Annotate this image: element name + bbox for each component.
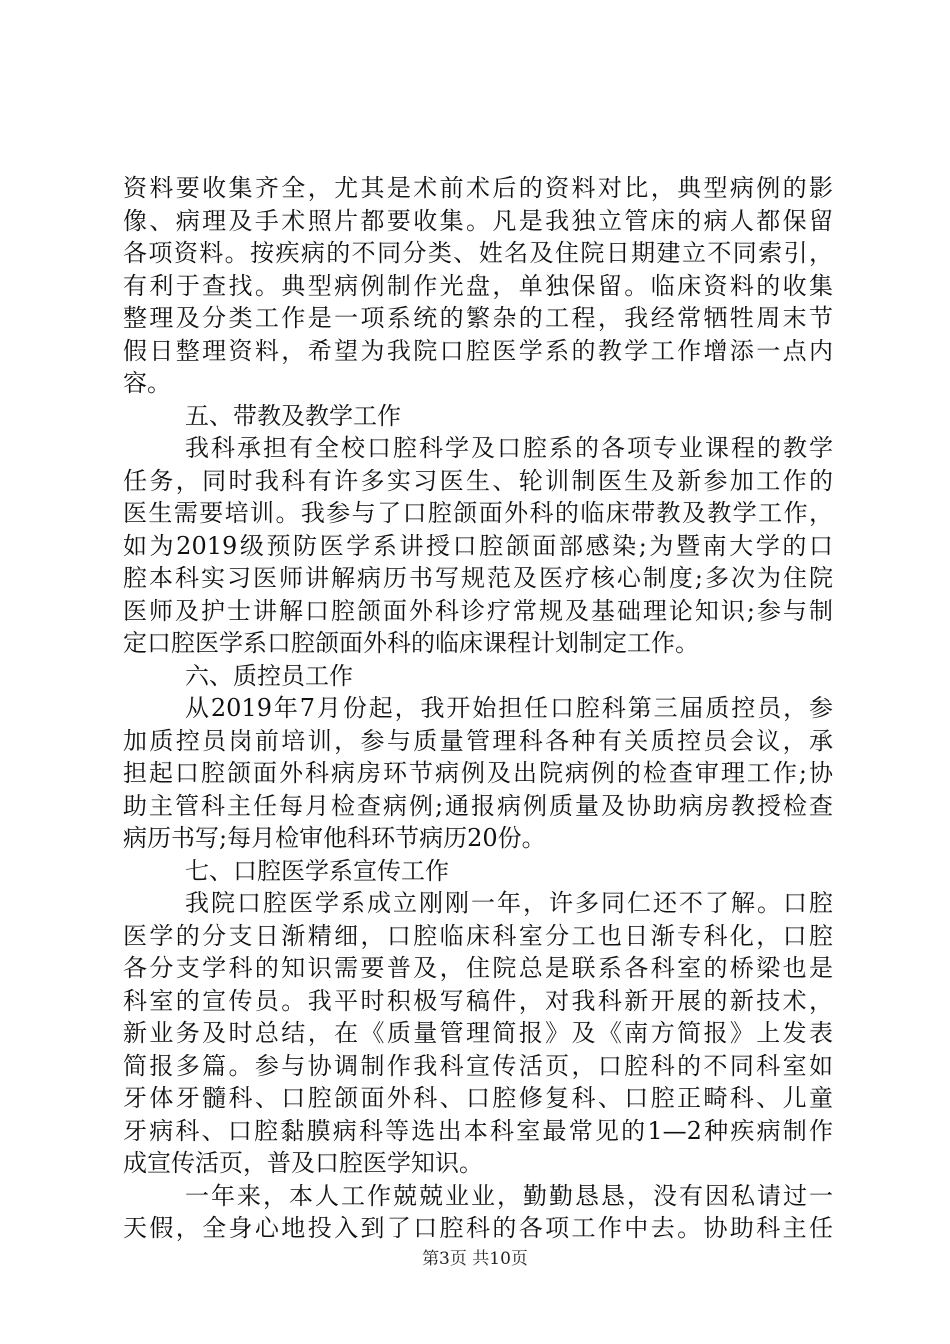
- text-line: 一年来，本人工作兢兢业业，勤勤恳恳，没有因私请过一: [185, 1181, 833, 1210]
- text-line: 像、病理及手术照片都要收集。凡是我独立管床的病人都保留: [123, 206, 833, 235]
- text-line: 担起口腔颌面外科病房环节病例及出院病例的检查审理工作;协: [123, 759, 833, 787]
- text-line: 假日整理资料，希望为我院口腔医学系的教学工作增添一点内: [123, 336, 833, 365]
- paragraph: [123, 692, 833, 855]
- text-line: 整理及分类工作是一项系统的繁杂的工程，我经常牺牲周末节: [123, 304, 833, 332]
- text-line: 从2019年7月份起，我开始担任口腔科第三届质控员，参: [185, 694, 833, 722]
- text-line: 有利于查找。典型病例制作光盘，单独保留。临床资料的收集: [123, 271, 833, 300]
- text-line: 任务，同时我科有许多实习医生、轮训制医生及新参加工作的: [123, 466, 833, 495]
- text-line: 科室的宣传员。我平时积极写稿件，对我科新开展的新技术，: [123, 986, 833, 1015]
- text-line: 医学的分支日渐精细，口腔临床科室分工也日渐专科化，口腔: [123, 921, 833, 950]
- text-line: 新业务及时总结，在《质量管理简报》及《南方简报》上发表: [123, 1019, 833, 1047]
- section-heading: [123, 400, 833, 433]
- text-line: 牙病科、口腔黏膜病科等选出本科室最常见的1—2种疾病制作: [123, 1116, 833, 1145]
- text-line: 容。: [123, 369, 171, 397]
- text-line: 加质控员岗前培训，参与质量管理科各种有关质控员会议，承: [123, 726, 833, 755]
- text-line: 各分支学科的知识需要普及，住院总是联系各科室的桥梁也是: [123, 954, 833, 982]
- text-line: 定口腔医学系口腔颌面外科的临床课程计划制定工作。: [123, 629, 699, 657]
- text-line: 七、口腔医学系宣传工作: [185, 856, 449, 885]
- text-line: 我科承担有全校口腔科学及口腔系的各项专业课程的教学: [185, 434, 833, 462]
- paragraph: [123, 1180, 833, 1245]
- page-footer: [0, 1244, 950, 1269]
- text-line: 资料要收集齐全，尤其是术前术后的资料对比，典型病例的影: [123, 174, 833, 202]
- text-line: 医师及护士讲解口腔颌面外科诊疗常规及基础理论知识;参与制: [123, 596, 833, 625]
- paragraph: [123, 172, 833, 400]
- text-line: 成宣传活页，普及口腔医学知识。: [123, 1149, 483, 1177]
- text-line: 我院口腔医学系成立刚刚一年，许多同仁还不了解。口腔: [185, 889, 833, 917]
- text-line: 简报多篇。参与协调制作我科宣传活页，口腔科的不同科室如: [123, 1051, 833, 1080]
- text-line: 医生需要培训。我参与了口腔颌面外科的临床带教及教学工作，: [123, 499, 833, 527]
- text-line: 天假，全身心地投入到了口腔科的各项工作中去。协助科主任: [123, 1214, 833, 1242]
- text-line: 五、带教及教学工作: [185, 401, 401, 430]
- text-line: 六、质控员工作: [185, 661, 353, 690]
- text-line: 病历书写;每月检审他科环节病历20份。: [123, 824, 546, 852]
- text-line: 各项资料。按疾病的不同分类、姓名及住院日期建立不同索引，: [123, 239, 833, 267]
- section-heading: [123, 855, 833, 888]
- text-line: 牙体牙髓科、口腔颌面外科、口腔修复科、口腔正畸科、儿童: [123, 1084, 833, 1112]
- page-number-label: 第3页 共10页: [422, 1249, 528, 1269]
- text-line: 如为2019级预防医学系讲授口腔颌面部感染;为暨南大学的口: [123, 531, 833, 560]
- document-body: [123, 172, 833, 1245]
- text-line: 助主管科主任每月检查病例;通报病例质量及协助病房教授检查: [123, 791, 833, 820]
- text-line: 腔本科实习医师讲解病历书写规范及医疗核心制度;多次为住院: [123, 564, 833, 592]
- paragraph: [123, 887, 833, 1180]
- paragraph: [123, 432, 833, 660]
- section-heading: [123, 660, 833, 693]
